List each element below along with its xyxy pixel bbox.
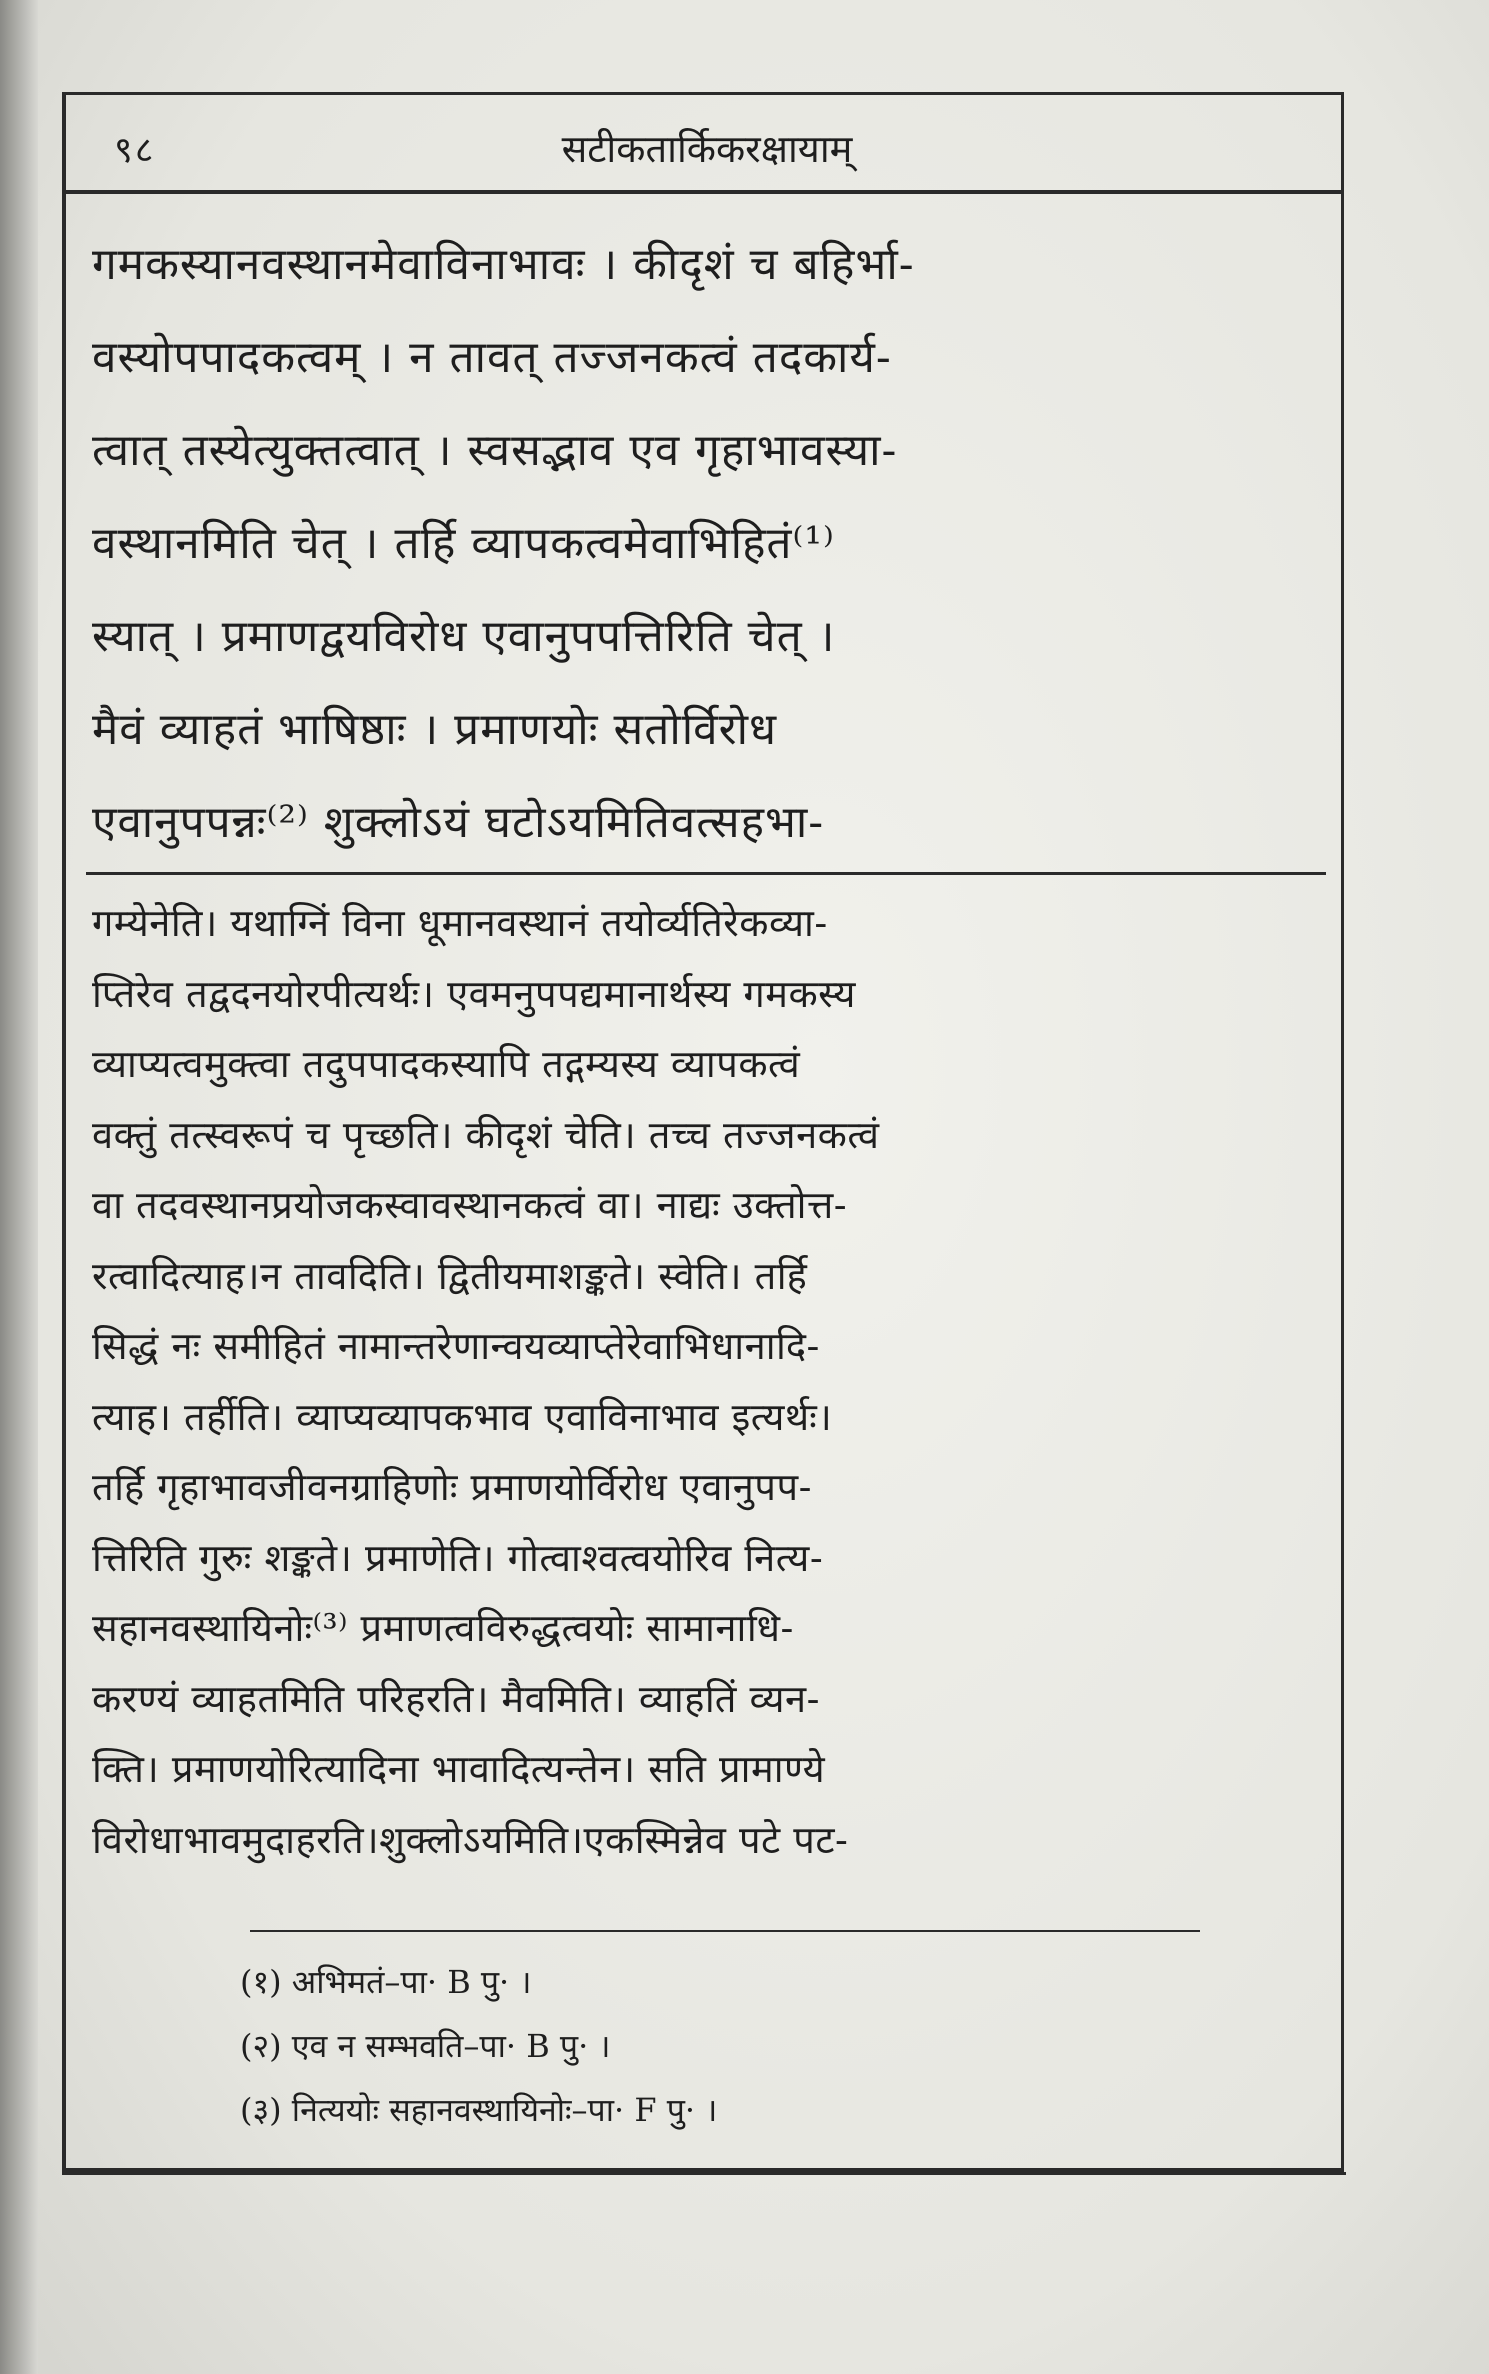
commentary-line: तर्हि गृहाभावजीवनग्राहिणोः प्रमाणयोर्विरोध एवानुपप- — [92, 1465, 812, 1509]
main-text-line: एवानुपपन्नः⁽²⁾ शुक्लोऽयं घटोऽयमितिवत्सहभा- — [92, 797, 825, 848]
commentary-line: व्याप्यत्वमुक्त्वा तदुपपादकस्यापि तद्गम्यस्य व्यापकत्वं — [92, 1042, 801, 1086]
header-rule — [64, 190, 1342, 194]
main-text-line: मैवं व्याहतं भाषिष्ठाः । प्रमाणयोः सतोर्विरोध — [92, 704, 778, 755]
text-commentary-divider — [86, 872, 1326, 875]
commentary-line: क्ति। प्रमाणयोरित्यादिना भावादित्यन्तेन। सति प्रामाण्ये — [92, 1747, 826, 1791]
main-text-block — [92, 218, 1327, 869]
commentary-line: रत्वादित्याह।न तावदिति। द्वितीयमाशङ्कते। स्वेति। तर्हि — [92, 1253, 808, 1298]
commentary-line: त्याह। तर्हीति। व्याप्यव्यापकभाव एवाविनाभाव इत्यर्थः। — [92, 1394, 833, 1439]
bottom-rule — [62, 2172, 1346, 2175]
running-title: सटीकतार्किकरक्षायाम् — [561, 127, 853, 171]
footnote-item: (३) नित्ययोः सहानवस्थायिनोः–पा· F पु· । — [240, 2091, 718, 2129]
commentary-block — [92, 888, 1327, 1875]
commentary-line: प्तिरेव तद्वदनयोरपीत्यर्थः। एवमनुपपद्यमानार्थस्य गमकस्य — [92, 971, 856, 1016]
main-text-line: वस्थानमिति चेत् । तर्हि व्यापकत्वमेवाभिहितं⁽¹⁾ — [92, 518, 835, 569]
commentary-line: करण्यं व्याहतमिति परिहरति। मैवमिति। व्याहतिं व्यन- — [92, 1676, 820, 1721]
book-gutter — [0, 0, 38, 2374]
commentary-line: वा तदवस्थानप्रयोजकस्वावस्थानकत्वं वा। नाद्यः उक्तोत्त- — [92, 1183, 848, 1227]
commentary-line: विरोधाभावमुदाहरति।शुक्लोऽयमिति।एकस्मिन्नेव पटे पट- — [92, 1817, 849, 1862]
commentary-line: त्तिरिति गुरुः शङ्कते। प्रमाणेति। गोत्वाश्वत्वयोरिव नित्य- — [92, 1535, 824, 1580]
page-header — [92, 112, 1322, 182]
page-number: ९८ — [114, 130, 156, 171]
main-text-line: वस्योपपादकत्वम् । न तावत् तज्जनकत्वं तदकार्य- — [92, 332, 892, 383]
commentary-line: वक्तुं तत्स्वरूपं च पृच्छति। कीदृशं चेति। तच्च तज्जनकत्वं — [92, 1112, 880, 1157]
commentary-line: सिद्धं नः समीहितं नामान्तरेणान्वयव्याप्तेरेवाभिधानादि- — [92, 1324, 820, 1368]
commentary-line: गम्येनेति। यथाग्निं विना धूमानवस्थानं तयोर्व्यतिरेकव्या- — [92, 901, 828, 945]
footnotes-block — [240, 1950, 1200, 2142]
main-text-line: स्यात् । प्रमाणद्वयविरोध एवानुपपत्तिरिति चेत् । — [92, 611, 836, 662]
footnote-item: (२) एव न सम्भवति–पा· B पु· । — [240, 2027, 611, 2065]
main-text-line: त्वात् तस्येत्युक्तत्वात् । स्वसद्भाव एव गृहाभावस्या- — [92, 425, 898, 476]
footnote-rule — [250, 1930, 1200, 1932]
commentary-line: सहानवस्थायिनोः⁽³⁾ प्रमाणत्वविरुद्धत्वयोः सामानाधि- — [92, 1606, 794, 1650]
footnote-item: (१) अभिमतं–पा· B पु· । — [240, 1963, 532, 2001]
main-text-line: गमकस्यानवस्थानमेवाविनाभावः । कीदृशं च बहिर्भा- — [92, 239, 915, 290]
